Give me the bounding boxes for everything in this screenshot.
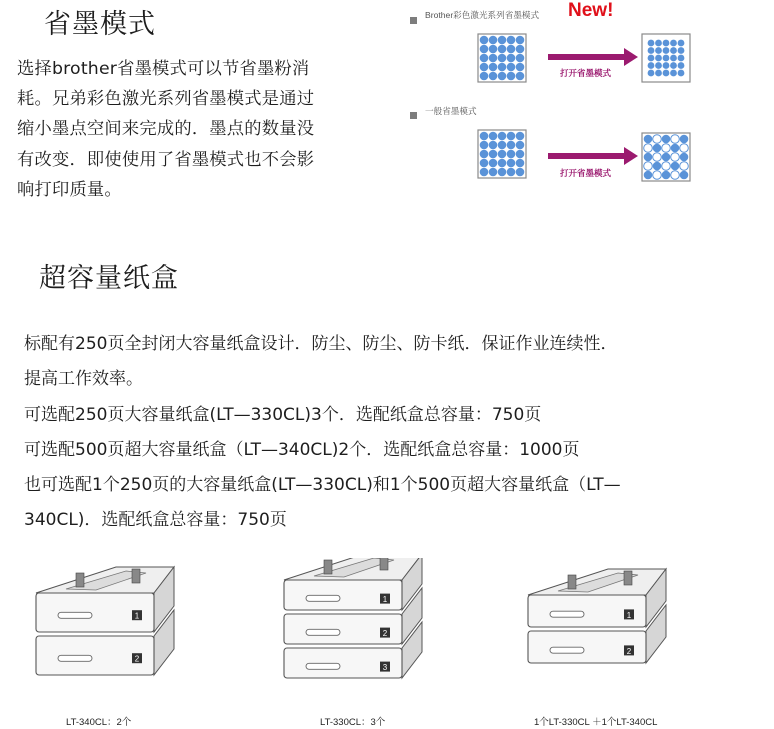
- tray-caption: 1个LT-330CL ＋1个LT-340CL: [534, 717, 658, 728]
- ink-dot: [516, 168, 525, 177]
- ink-dot: [644, 171, 653, 180]
- ink-dot: [670, 70, 677, 77]
- paragraph-line: 可选配250页大容量纸盒(LT—330CL)3个．选配纸盒总容量：750页: [24, 404, 542, 425]
- ink-dot: [516, 150, 525, 159]
- ink-dot: [663, 40, 670, 47]
- section-title-eco-mode: 省墨模式: [44, 9, 156, 40]
- ink-dot: [516, 45, 525, 54]
- ink-dot: [670, 47, 677, 54]
- ink-dot: [489, 36, 498, 45]
- ink-dot: [507, 159, 516, 168]
- ink-dot: [507, 63, 516, 72]
- row2-label: 一般省墨模式: [425, 106, 477, 116]
- ink-dot: [516, 72, 525, 81]
- ink-dot: [489, 159, 498, 168]
- row2-arrow-label: 打开省墨模式: [560, 168, 612, 178]
- ink-dot: [655, 70, 662, 77]
- ink-dot: [648, 40, 655, 47]
- ink-dot: [516, 36, 525, 45]
- ink-dot: [653, 162, 662, 171]
- ink-dot: [644, 153, 653, 162]
- ink-dot: [480, 54, 489, 63]
- ink-dot: [516, 63, 525, 72]
- tray-number: 1: [382, 595, 388, 605]
- ink-dot: [480, 45, 489, 54]
- tray-number: 1: [134, 611, 140, 621]
- ink-dot: [670, 55, 677, 62]
- ink-dot: [480, 159, 489, 168]
- tray-caption: LT-330CL：3个: [320, 717, 386, 728]
- ink-dot: [678, 70, 685, 77]
- tray-illustration-lt330cl-x3: [278, 558, 448, 703]
- ink-dot: [489, 72, 498, 81]
- new-badge: New!: [568, 0, 614, 21]
- ink-dot: [653, 144, 662, 153]
- ink-dot: [480, 36, 489, 45]
- ink-dot: [644, 162, 653, 171]
- paragraph-line: 耗。兄弟彩色激光系列省墨模式是通过: [17, 89, 315, 110]
- ink-dot: [498, 141, 507, 150]
- ink-dot: [655, 55, 662, 62]
- ink-dot: [480, 72, 489, 81]
- ink-dot: [507, 54, 516, 63]
- ink-dot: [670, 40, 677, 47]
- ink-dot: [507, 132, 516, 141]
- ink-dot: [680, 162, 689, 171]
- tray-description: [24, 327, 724, 539]
- tray-top-interior: [36, 567, 174, 593]
- ink-dot: [516, 54, 525, 63]
- ink-dot: [670, 62, 677, 69]
- ink-dot: [489, 45, 498, 54]
- dot-grid-before: [478, 34, 526, 82]
- paragraph-line: 也可选配1个250页的大容量纸盒(LT—330CL)和1个500页超大容量纸盒（LT—: [24, 475, 621, 496]
- ink-dot: [498, 45, 507, 54]
- tray-illustration-lt340cl-x2: [30, 565, 200, 695]
- dot-grid-before: [478, 130, 526, 178]
- tray-top-interior: [284, 558, 422, 580]
- tray-top-interior: [528, 569, 666, 595]
- ink-dot: [644, 135, 653, 144]
- ink-dot: [480, 141, 489, 150]
- ink-dot: [663, 70, 670, 77]
- ink-dot: [480, 150, 489, 159]
- ink-dot: [680, 135, 689, 144]
- paragraph-line: 响打印质量。: [17, 179, 122, 200]
- tray-number: 3: [382, 663, 388, 673]
- ink-dot: [655, 40, 662, 47]
- paragraph-line: 可选配500页超大容量纸盒（LT—340CL)2个．选配纸盒总容量：1000页: [24, 439, 580, 460]
- ink-dot: [498, 150, 507, 159]
- ink-dot: [489, 132, 498, 141]
- ink-dot: [644, 144, 653, 153]
- ink-dot: [507, 36, 516, 45]
- arrow-right-icon: [548, 147, 638, 165]
- ink-dot: [678, 40, 685, 47]
- ink-dot: [655, 47, 662, 54]
- ink-dot: [498, 132, 507, 141]
- ink-dot: [680, 144, 689, 153]
- ink-dot: [489, 63, 498, 72]
- ink-dot: [648, 55, 655, 62]
- ink-dot: [489, 141, 498, 150]
- ink-dot: [480, 63, 489, 72]
- ink-dot: [662, 135, 671, 144]
- legend-square-icon: [410, 104, 417, 123]
- paragraph-line: 缩小墨点空间来完成的．墨点的数量没: [17, 119, 315, 140]
- paragraph-line: 有改变．即使使用了省墨模式也不会影: [17, 149, 315, 170]
- paragraph-line: 标配有250页全封闭大容量纸盒设计．防尘、防尘、防卡纸．保证作业连续性．: [24, 334, 618, 354]
- tray-number: 2: [134, 654, 140, 664]
- row1-label: Brother彩色激光系列省墨模式: [425, 10, 540, 20]
- ink-dot: [662, 162, 671, 171]
- ink-dot: [680, 153, 689, 162]
- ink-dot: [662, 171, 671, 180]
- ink-dot: [671, 144, 680, 153]
- ink-dot: [489, 150, 498, 159]
- dot-grid-after: [642, 133, 690, 181]
- ink-dot: [498, 63, 507, 72]
- tray-number: 1: [626, 610, 632, 620]
- tray-caption: LT-340CL：2个: [66, 717, 132, 728]
- ink-dot: [648, 47, 655, 54]
- ink-dot: [507, 72, 516, 81]
- row1-arrow-label: 打开省墨模式: [560, 68, 612, 78]
- arrow-right-icon: [548, 48, 638, 66]
- paragraph-line: 提高工作效率。: [24, 369, 143, 390]
- ink-dot: [498, 72, 507, 81]
- ink-dot: [480, 132, 489, 141]
- ink-dot: [507, 150, 516, 159]
- ink-dot: [663, 47, 670, 54]
- ink-dot: [655, 62, 662, 69]
- legend-square-icon: [410, 9, 419, 18]
- tray-number: 2: [626, 646, 632, 656]
- ink-dot: [678, 62, 685, 69]
- paragraph-line: 340CL)．选配纸盒总容量：750页: [24, 510, 287, 531]
- ink-dot: [662, 153, 671, 162]
- ink-dot: [671, 135, 680, 144]
- ink-dot: [516, 159, 525, 168]
- ink-dot: [498, 168, 507, 177]
- ink-dot: [653, 171, 662, 180]
- ink-dot: [489, 168, 498, 177]
- ink-dot: [663, 55, 670, 62]
- paragraph-line: 选择brother省墨模式可以节省墨粉消: [17, 59, 310, 79]
- section-title-tray: 超容量纸盒: [39, 263, 179, 294]
- dot-grid-after: [642, 34, 690, 82]
- ink-dot: [653, 153, 662, 162]
- ink-dot: [507, 168, 516, 177]
- ink-dot: [498, 159, 507, 168]
- ink-dot: [489, 54, 498, 63]
- ink-dot: [662, 144, 671, 153]
- ink-dot: [516, 132, 525, 141]
- ink-dot: [671, 153, 680, 162]
- tray-illustration-mixed: [522, 565, 692, 695]
- ink-dot: [507, 45, 516, 54]
- ink-dot: [498, 36, 507, 45]
- ink-dot: [516, 141, 525, 150]
- ink-dot: [678, 55, 685, 62]
- ink-dot: [663, 62, 670, 69]
- ink-dot: [648, 70, 655, 77]
- ink-dot: [498, 54, 507, 63]
- ink-dot: [671, 162, 680, 171]
- ink-dot: [648, 62, 655, 69]
- tray-number: 2: [382, 629, 388, 639]
- eco-mode-description: [17, 54, 362, 205]
- ink-dot: [671, 171, 680, 180]
- ink-dot: [678, 47, 685, 54]
- ink-dot: [680, 171, 689, 180]
- ink-dot: [480, 168, 489, 177]
- ink-dot: [507, 141, 516, 150]
- ink-dot: [653, 135, 662, 144]
